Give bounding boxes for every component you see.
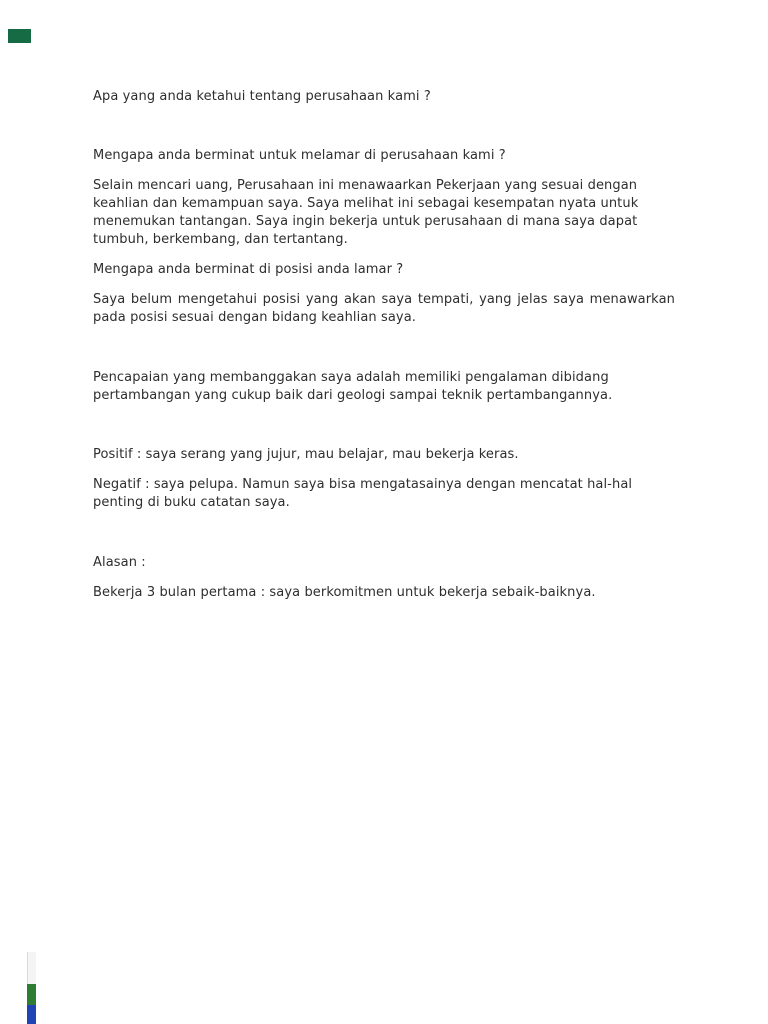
- scan-artifact-color-strip: [27, 952, 36, 1024]
- question-company-knowledge: Apa yang anda ketahui tentang perusahaan kami ?: [93, 89, 431, 104]
- document-body: [93, 88, 675, 614]
- scan-artifact-green-tag: [8, 29, 31, 43]
- question-position-interest: Mengapa anda berminat di posisi anda lamar ?: [93, 262, 404, 277]
- answer-negative-trait: Negatif : saya pelupa. Namun saya bisa mengatasainya dengan mencatat hal-hal penting di buku catatan saya.: [93, 477, 633, 510]
- strip-segment-white: [27, 952, 36, 984]
- strip-segment-blue: [27, 1005, 36, 1024]
- label-reason: Alasan :: [93, 555, 146, 570]
- answer-why-apply: Selain mencari uang, Perusahaan ini menawaarkan Pekerjaan yang sesuai dengan keahlian dan kemampuan saya. Saya melihat ini sebagai kesempatan nyata untuk menemukan tantangan. Saya ingin bekerja untuk perusahaan di mana saya dapat tumbuh, berkembang, dan tertantang.: [93, 178, 639, 247]
- question-why-apply: Mengapa anda berminat untuk melamar di perusahaan kami ?: [93, 148, 506, 163]
- answer-commitment: Bekerja 3 bulan pertama : saya berkomitmen untuk bekerja sebaik-baiknya.: [93, 585, 596, 600]
- strip-segment-green: [27, 984, 36, 1005]
- answer-positive-trait: Positif : saya serang yang jujur, mau belajar, mau bekerja keras.: [93, 447, 519, 462]
- answer-proud-achievement: Pencapaian yang membanggakan saya adalah memiliki pengalaman dibidang pertambangan yang cukup baik dari geologi sampai teknik pertambangannya.: [93, 370, 613, 403]
- answer-position-interest: Saya belum mengetahui posisi yang akan saya tempati, yang jelas saya menawarkan pada posisi sesuai dengan bidang keahlian saya.: [93, 292, 675, 325]
